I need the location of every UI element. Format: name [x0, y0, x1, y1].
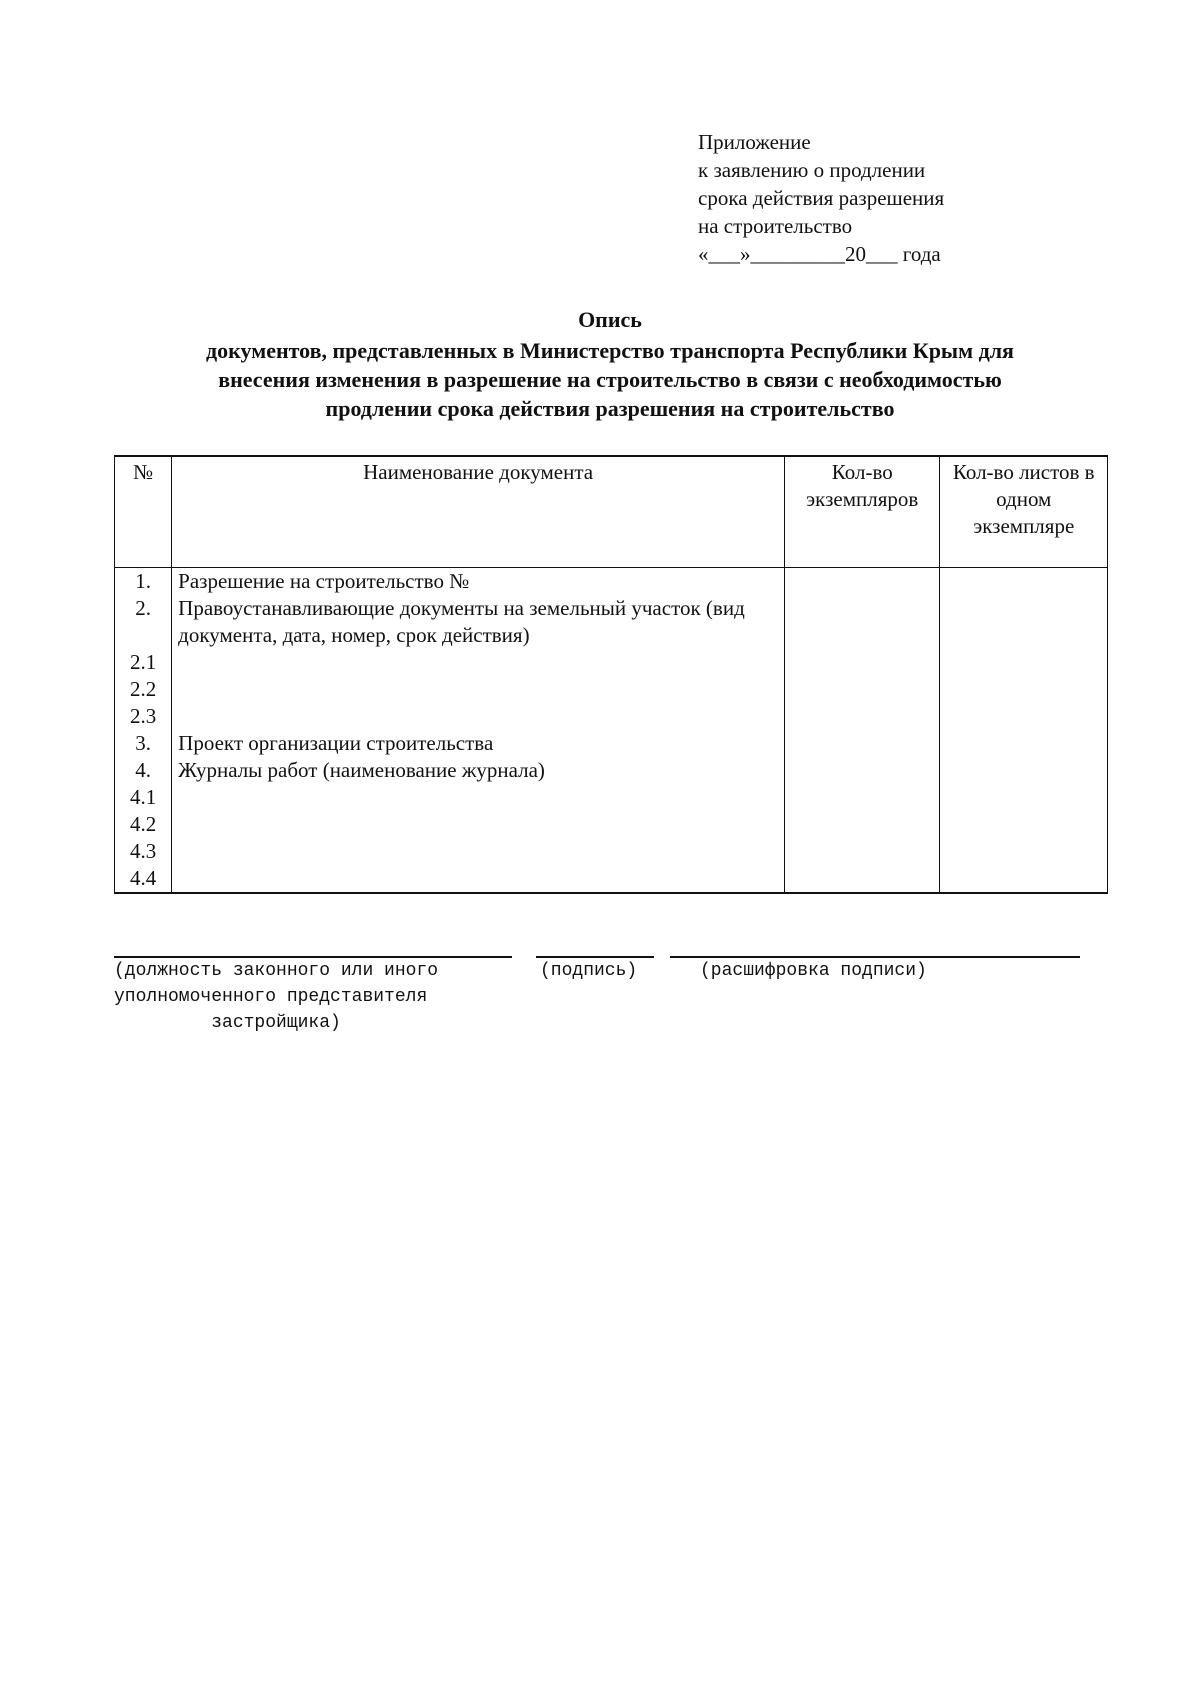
row-qty [785, 784, 940, 811]
table-row [115, 649, 1108, 676]
header-num: № [115, 456, 172, 568]
annex-line: срока действия разрешения [698, 186, 945, 210]
table-row [115, 676, 1108, 703]
decoding-caption: (расшифровка подписи) [700, 961, 927, 981]
header-sheets: Кол-во листов в одном экземпляре [940, 456, 1108, 568]
row-sheets [940, 649, 1108, 676]
row-qty [785, 703, 940, 730]
row-sheets [940, 865, 1108, 893]
row-num: 4. [115, 757, 172, 784]
row-name: Правоустанавливающие документы на земельный участок (вид документа, дата, номер, срок действия) [172, 595, 785, 649]
row-num: 2.1 [115, 649, 172, 676]
row-name [172, 676, 785, 703]
row-name [172, 865, 785, 893]
row-num: 4.2 [115, 811, 172, 838]
row-qty [785, 649, 940, 676]
table-row [115, 838, 1108, 865]
documents-table [114, 455, 1108, 894]
row-name [172, 649, 785, 676]
row-num: 2.3 [115, 703, 172, 730]
row-name [172, 703, 785, 730]
annex-date-line: «___»_________20___ года [698, 242, 941, 266]
row-name: Журналы работ (наименование журнала) [172, 757, 785, 784]
row-qty [785, 838, 940, 865]
row-sheets [940, 703, 1108, 730]
row-name [172, 811, 785, 838]
table-row [115, 784, 1108, 811]
row-name: Разрешение на строительство № [172, 568, 785, 596]
signature-caption: (подпись) [540, 961, 638, 981]
row-sheets [940, 730, 1108, 757]
row-num: 4.1 [115, 784, 172, 811]
row-name: Проект организации строительства [172, 730, 785, 757]
row-num: 3. [115, 730, 172, 757]
row-sheets [940, 568, 1108, 596]
row-num: 4.4 [115, 865, 172, 893]
row-qty [785, 757, 940, 784]
table-row [115, 730, 1108, 757]
row-num: 1. [115, 568, 172, 596]
row-sheets [940, 838, 1108, 865]
row-qty [785, 676, 940, 703]
row-num: 2.2 [115, 676, 172, 703]
row-num: 4.3 [115, 838, 172, 865]
header-qty: Кол-во экземпляров [785, 456, 940, 568]
row-qty [785, 730, 940, 757]
title-subtitle-line: продлении срока действия разрешения на строительство [325, 396, 895, 421]
table-row [115, 703, 1108, 730]
title-subtitle-line: документов, представленных в Министерство транспорта Республики Крым для [206, 338, 1014, 363]
row-sheets [940, 676, 1108, 703]
annex-line: Приложение [698, 130, 811, 154]
table-header-row [115, 456, 1108, 568]
row-qty [785, 811, 940, 838]
title-subtitle-line: внесения изменения в разрешение на строительство в связи с необходимостью [218, 367, 1002, 392]
row-qty [785, 568, 940, 596]
row-sheets [940, 595, 1108, 649]
table-row [115, 757, 1108, 784]
row-name [172, 838, 785, 865]
header-name: Наименование документа [172, 456, 785, 568]
row-name [172, 784, 785, 811]
table-row [115, 568, 1108, 596]
table-row [115, 865, 1108, 893]
document-title [110, 305, 1110, 423]
row-sheets [940, 811, 1108, 838]
annex-line: на строительство [698, 214, 853, 238]
row-sheets [940, 784, 1108, 811]
row-sheets [940, 757, 1108, 784]
position-caption: (должность законного или иного уполномоченного представителя застройщика) [114, 961, 439, 1033]
annex-block [698, 128, 944, 268]
row-qty [785, 865, 940, 893]
row-qty [785, 595, 940, 649]
row-num: 2. [115, 595, 172, 649]
annex-line: к заявлению о продлении [698, 158, 926, 182]
table-row [115, 595, 1108, 649]
title-heading: Опись [578, 307, 642, 332]
table-row [115, 811, 1108, 838]
